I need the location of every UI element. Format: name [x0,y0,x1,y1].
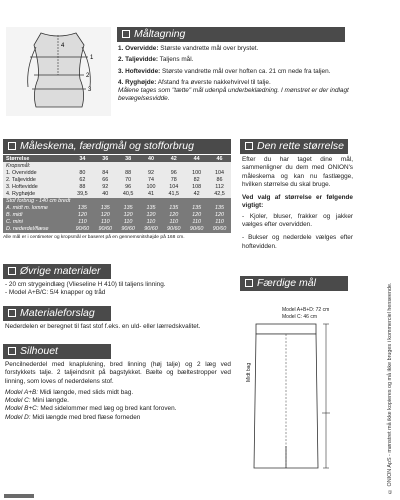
table-cell: 42 [185,190,208,197]
table-cell: 110 [117,219,140,226]
table-cell: D. nederdel/flæse [3,226,71,233]
table-cell: 70 [117,176,140,183]
table-cell: 92 [140,169,163,176]
svg-text:1: 1 [90,55,94,61]
table-cell: 40,5 [117,190,140,197]
table-row [3,226,231,233]
table-row [3,176,231,183]
faerdige-title: Færdige mål [257,277,316,289]
model-label: Model D: [5,413,31,421]
table-cell: 120 [71,212,94,219]
size-table-wrap [3,155,231,241]
body-measurement-figure [6,27,111,116]
ovrige-text [5,281,233,298]
list-item: - Bukser og nederdele vælges efter hoftevidden. [242,234,353,250]
table-row [3,205,231,212]
rette-header [240,139,348,154]
checkbox-icon [8,267,16,275]
silhouet-intro: Pencilnederdel med knaplukning, bred linning (høj talje) og 2 læg ved forstykkets talje. 2 taljeindsnit på bagstykket. Bælte og bæltestropper ved linning, som loves of nederdelens stof. [5,361,231,385]
rette-intro: Efter du har taget dine mål, sammenligner du dem med ONION's måleskema og kan nu fastlægge, hvilken størrelse du skal bruge. [242,156,353,188]
item-label: 2. Taljevidde: [118,56,159,64]
silhouet-title: Silhouet [20,345,58,357]
checkbox-icon [8,347,16,355]
model-text: Midi længde, med slids midt bag. [37,388,134,396]
materialeforslag-title: Materialeforslag [20,307,95,319]
table-cell: 135 [117,205,140,212]
table-row [3,198,231,205]
table-cell: 90/60 [140,226,163,233]
table-cell: 90/60 [117,226,140,233]
maaleskema-header [3,139,231,154]
table-row [3,219,231,226]
table-row [3,183,231,190]
table-footnote: Alle mål er i centimeter og kropsmål er baseret på en gennemsnitshøjde på 168 cm. [3,235,185,241]
item-label: 3. Hoftevidde: [118,67,161,75]
list-item: - Model A+B/C: 5/4 knapper og tråd [5,289,106,297]
table-cell: 108 [185,183,208,190]
checkbox-icon [245,142,253,150]
table-subheader: Stof forbrug - 140 cm bredt [3,198,231,205]
table-header-row [3,155,231,162]
table-header-cell: Størrelse [3,155,71,162]
checkbox-icon [8,142,16,150]
table-header-cell: 46 [208,155,231,162]
table-cell: 100 [185,169,208,176]
silhouet-header [3,344,111,359]
item-label: 1. Overvidde: [118,45,159,52]
item-text: Taljens mål. [158,56,194,64]
table-row [3,162,231,169]
maltagning-title: Måltagning [134,28,186,40]
table-cell: 80 [71,169,94,176]
rette-title: Den rette størrelse [257,140,344,152]
svg-text:2: 2 [86,73,90,79]
table-cell: 120 [94,212,117,219]
table-cell: 100 [140,183,163,190]
table-cell: A. midt m. lomme [3,205,71,212]
item-label: 4. Ryghøjde: [118,78,157,86]
materialeforslag-header [3,306,111,321]
list-item: - 20 cm strygeindlæg (Vlieseline H 410) til taljens linning. [5,281,166,288]
table-cell: 4. Ryghøjde [3,190,71,197]
table-header-cell: 42 [162,155,185,162]
table-cell: 90/60 [71,226,94,233]
table-cell: 135 [140,205,163,212]
table-cell: 110 [162,219,185,226]
table-cell: 41 [140,190,163,197]
finished-length-c: Model C: 46 cm [282,313,318,320]
silhouet-text [5,361,231,422]
table-cell: 88 [117,169,140,176]
checkbox-icon [8,309,16,317]
table-cell: 90/60 [208,226,231,233]
model-text: Midi længde med bred flæse forneden [30,413,141,421]
table-cell: 86 [208,176,231,183]
model-text: Mini længde. [30,397,69,405]
table-cell: 120 [162,212,185,219]
materialeforslag-text: Nederdelen er beregnet til fast stof f.eks. en uld- eller lærredskvalitet. [5,323,201,330]
skirt-diagram [244,318,346,478]
table-cell: 135 [208,205,231,212]
rette-lead: Ved valg af størrelse er følgende vigtigt: [242,194,353,210]
table-cell: B. midi [3,212,71,219]
table-cell: 66 [94,176,117,183]
item-text: Største vandrette mål over hoften ca. 21 cm nede fra taljen. [160,67,331,75]
table-cell: 110 [185,219,208,226]
table-cell: 2. Taljevidde [3,176,71,183]
table-header-cell: 38 [117,155,140,162]
copyright-text: © ONION ApS - mønstret må ikke kopieres og må ikke bruges i kommerciel henseende. [387,282,393,494]
table-cell: 110 [208,219,231,226]
table-cell: 110 [94,219,117,226]
table-cell: 1. Overvidde [3,169,71,176]
table-cell: 104 [162,183,185,190]
table-header-cell: 36 [94,155,117,162]
table-header-cell: 34 [71,155,94,162]
table-cell: 110 [71,219,94,226]
maltagning-header [117,27,345,42]
checkbox-icon [122,30,130,38]
midt-bag-label: Midt bag [246,362,252,382]
list-item: - Kjoler, bluser, frakker og jakker vælges efter overvidden. [242,212,353,229]
model-line [5,414,231,422]
table-row [3,190,231,197]
item-text: Største vandrette mål over brystet. [158,45,259,52]
footer-mark [4,494,34,498]
model-text: Med sidelommer med læg og bred kant foroven. [38,405,177,413]
svg-text:3: 3 [88,87,92,93]
rette-list [242,213,353,251]
table-header-cell: 40 [140,155,163,162]
table-cell: 135 [94,205,117,212]
maltagning-note: Målene tages som "tætte" mål udenpå underbeklædning. I mønstret er der indlagt bevægelsesvidde. [118,87,349,103]
table-cell: 78 [162,176,185,183]
table-cell: 42,5 [208,190,231,197]
table-cell: 110 [140,219,163,226]
maaleskema-title: Måleskema, færdigmål og stofforbrug [20,140,194,152]
maltagning-text [118,45,350,107]
model-line [5,405,231,413]
table-cell: 40 [94,190,117,197]
table-cell: 84 [94,169,117,176]
table-cell: 90/60 [185,226,208,233]
table-subheader: Kropsmål: [3,162,231,169]
checkbox-icon [245,279,253,287]
table-cell: 88 [71,183,94,190]
ovrige-title: Øvrige materialer [20,265,101,277]
ovrige-header [3,264,111,279]
table-row [3,212,231,219]
item-text: Afstand fra øverste nakkehvirvel til talje. [156,78,271,86]
table-cell: 90/60 [162,226,185,233]
table-cell: 3. Hoftevidde [3,183,71,190]
model-line [5,397,231,405]
table-cell: 104 [208,169,231,176]
table-cell: 92 [94,183,117,190]
table-cell: 96 [162,169,185,176]
model-label: Model A+B: [5,388,38,396]
svg-text:4: 4 [61,43,65,49]
table-cell: 96 [117,183,140,190]
table-cell: 82 [185,176,208,183]
table-cell: 90/60 [94,226,117,233]
table-cell: 120 [140,212,163,219]
table-cell: 120 [208,212,231,219]
table-cell: 39,5 [71,190,94,197]
table-cell: 41,5 [162,190,185,197]
table-cell: 74 [140,176,163,183]
model-label: Model B+C: [5,405,39,413]
table-cell: 120 [117,212,140,219]
table-cell: C. mini [3,219,71,226]
table-row [3,169,231,176]
rette-text [242,156,353,251]
model-line [5,389,231,397]
size-table [3,155,231,233]
table-cell: 135 [162,205,185,212]
table-cell: 120 [185,212,208,219]
model-label: Model C: [5,397,31,405]
finished-length-ab: Model A+B+D: 72 cm [282,307,330,313]
table-cell: 62 [71,176,94,183]
table-cell: 112 [208,183,231,190]
table-header-cell: 44 [185,155,208,162]
table-cell: 135 [185,205,208,212]
faerdige-header [240,276,348,291]
table-cell: 135 [71,205,94,212]
